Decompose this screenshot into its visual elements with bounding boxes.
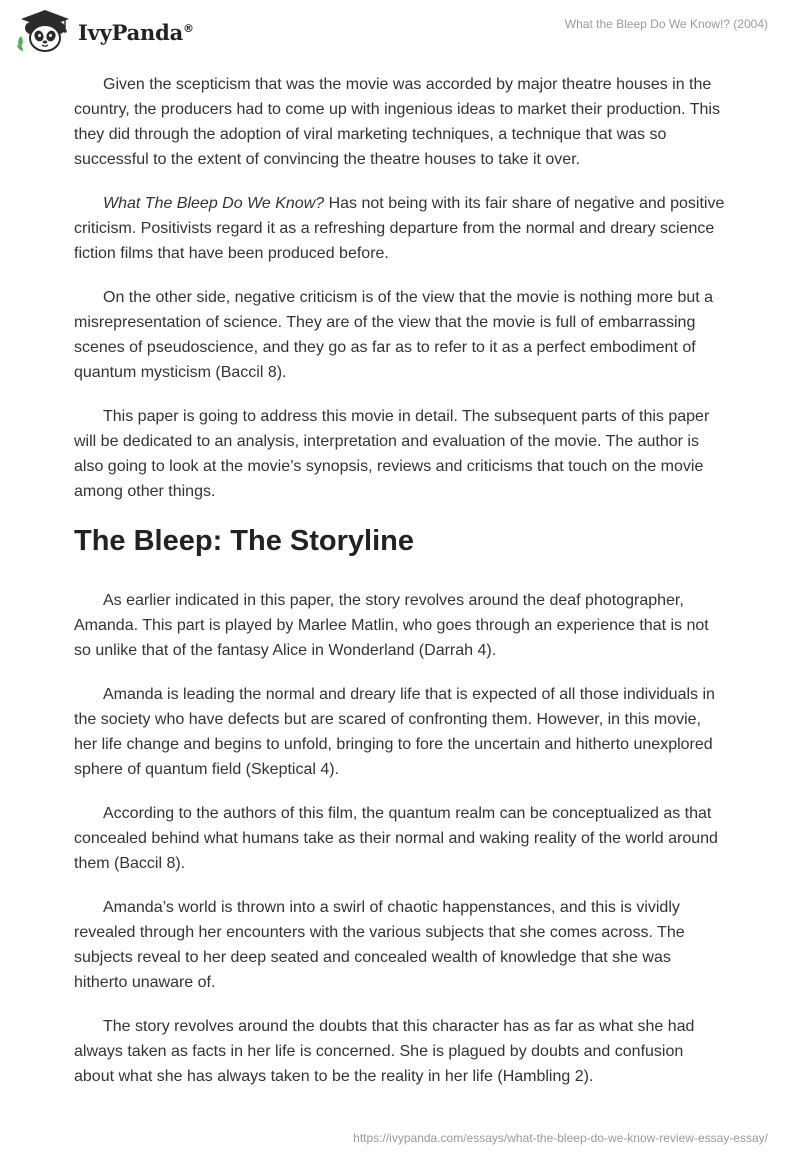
document-title: What the Bleep Do We Know!? (2004) — [564, 17, 768, 31]
panda-graduate-icon — [14, 8, 76, 54]
paragraph: According to the authors of this film, the quantum realm can be conceptualized as that concealed behind what humans take as their normal and waking reality of the world around them (Baccil 8). — [74, 805, 718, 872]
paragraph: Amanda is leading the normal and dreary life that is expected of all those individuals in the society who have defects but are scared of confronting them. However, in this movie, her life change and begins to unfold, bringing to fore the uncertain and hitherto unexplored sphere of quantum field (Skeptical 4). — [74, 686, 715, 778]
section-heading: The Bleep: The Storyline — [74, 525, 414, 557]
ivypanda-logo[interactable] — [14, 8, 194, 54]
paragraph: This paper is going to address this movie in detail. The subsequent parts of this paper will be dedicated to an analysis, interpretation and evaluation of the movie. The author is also going to look at the movie’s synopsis, reviews and criticisms that touch on the movie among other things. — [74, 408, 710, 500]
paragraph: The story revolves around the doubts that this character has as far as what she had always taken as facts in her life is concerned. She is plagued by doubts and confusion about what she has always taken to be the reality in her life (Hambling 2). — [74, 1018, 695, 1085]
page-header — [0, 0, 800, 70]
paragraph — [74, 191, 726, 266]
source-url[interactable]: https://ivypanda.com/essays/what-the-bleep-do-we-know-review-essay-essay/ — [353, 1131, 768, 1145]
essay-body — [74, 72, 726, 1108]
paragraph: As earlier indicated in this paper, the story revolves around the deaf photographer, Amanda. This part is played by Marlee Matlin, who goes through an experience that is not so unlike that of the fantasy Alice in Wonderland (Darrah 4). — [74, 592, 709, 659]
logo-wordmark: IvyPanda® — [78, 19, 194, 45]
paragraph: Given the scepticism that was the movie was accorded by major theatre houses in the country, the producers had to come up with ingenious ideas to market their production. This they did through the adoption of viral marketing techniques, a technique that was so successful to the extent of convincing the theatre houses to take it over. — [74, 76, 720, 168]
paragraph: Amanda’s world is thrown into a swirl of chaotic happenstances, and this is vividly revealed through her encounters with the various subjects that she comes across. The subjects reveal to her deep seated and concealed wealth of knowledge that she was hitherto unaware of. — [74, 899, 685, 991]
film-title: What The Bleep Do We Know? — [103, 195, 325, 212]
paragraph: On the other side, negative criticism is of the view that the movie is nothing more but a misrepresentation of science. They are of the view that the movie is full of embarrassing scenes of pseudoscience, and they go as far as to refer to it as a perfect embodiment of quantum mysticism (Baccil 8). — [74, 289, 714, 381]
paragraph-text: Has not being with its fair share of negative and positive criticism. Positivists regard it as a refreshing departure from the normal and dreary science fiction films that have been produced before. — [74, 195, 725, 262]
